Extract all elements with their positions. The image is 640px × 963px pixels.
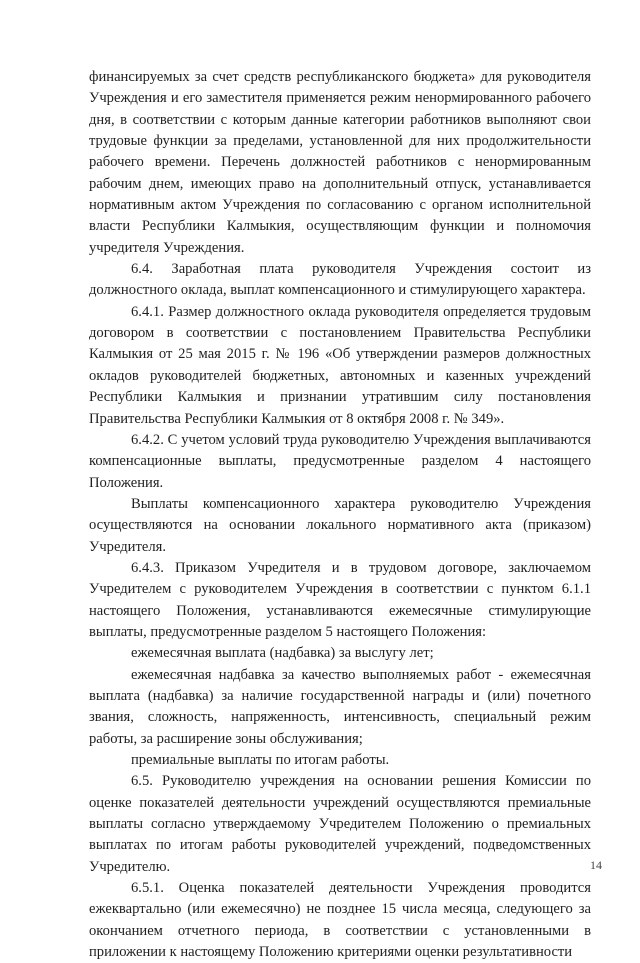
paragraph-6-4-1: 6.4.1. Размер должностного оклада руководителя определяется трудовым договором в соответствии с постановлением Правительства Республики Калмыкия от 25 мая 2015 г. № 196 «Об утверждении размеров должностных окладов руководителей бюджетных, автономных и казенных учреждений Республики Калмыкия и признании утратившим силу постановления Правительства Республики Калмыкия от 8 октября 2008 г. № 349». (89, 303, 591, 427)
paragraph-6-4-2: 6.4.2. С учетом условий труда руководителю Учреждения выплачиваются компенсационные выплаты, предусмотренные разделом 4 настоящего Положения. (89, 431, 591, 491)
paragraph-intro-continuation: финансируемых за счет средств республиканского бюджета» для руководителя Учреждения и его заместителя применяется режим ненормированного рабочего дня, в соответствии с которым данные категории работников выполняют свои трудовые функции за пределами, установленной для них продолжительности рабочего времени. Перечень должностей работников с ненормированным рабочим днем, имеющих право на дополнительный отпуск, устанавливается нормативным актом Учреждения по согласованию с органом исполнительной власти Республики Калмыкия, осуществляющим функции и полномочия учредителя Учреждения. (89, 69, 591, 256)
paragraph-6-4: 6.4. Заработная плата руководителя Учреждения состоит из должностного оклада, выплат компенсационного и стимулирующего характера. (89, 261, 591, 299)
paragraph-6-5-1: 6.5.1. Оценка показателей деятельности Учреждения проводится ежеквартально (или ежемесячно) не позднее 15 числа месяца, следующего за окончанием отчетного периода, в соответствии с установленными в приложении к настоящему Положению критериями оценки результативности (89, 880, 591, 961)
paragraph-compensation: Выплаты компенсационного характера руководителю Учреждения осуществляются на основании локального нормативного акта (приказом) Учредителя. (89, 495, 591, 555)
list-item-bonus: премиальные выплаты по итогам работы. (131, 752, 390, 768)
list-item-quality: ежемесячная надбавка за качество выполняемых работ - ежемесячная выплата (надбавка) за наличие государственной награды и (или) почетного звания, сложность, напряженность, интенсивность, специальный режим работы, за расширение зоны обслуживания; (89, 666, 591, 747)
page-number: 14 (590, 858, 602, 872)
paragraph-6-4-3: 6.4.3. Приказом Учредителя и в трудовом договоре, заключаемом Учредителем с руководителем Учреждения в соответствии с пунктом 6.1.1 настоящего Положения, устанавливаются ежемесячные стимулирующие выплаты, предусмотренные разделом 5 настоящего Положения: (89, 559, 591, 640)
paragraph-6-5: 6.5. Руководителю учреждения на основании решения Комиссии по оценке показателей деятельности учреждений осуществляются премиальные выплаты согласно утверждаемому Учредителем Положению о премиальных выплатах по итогам работы руководителей учреждений, подведомственных Учредителю. (89, 773, 591, 875)
list-item-seniority: ежемесячная выплата (надбавка) за выслугу лет; (131, 645, 434, 662)
document-body (89, 67, 591, 963)
